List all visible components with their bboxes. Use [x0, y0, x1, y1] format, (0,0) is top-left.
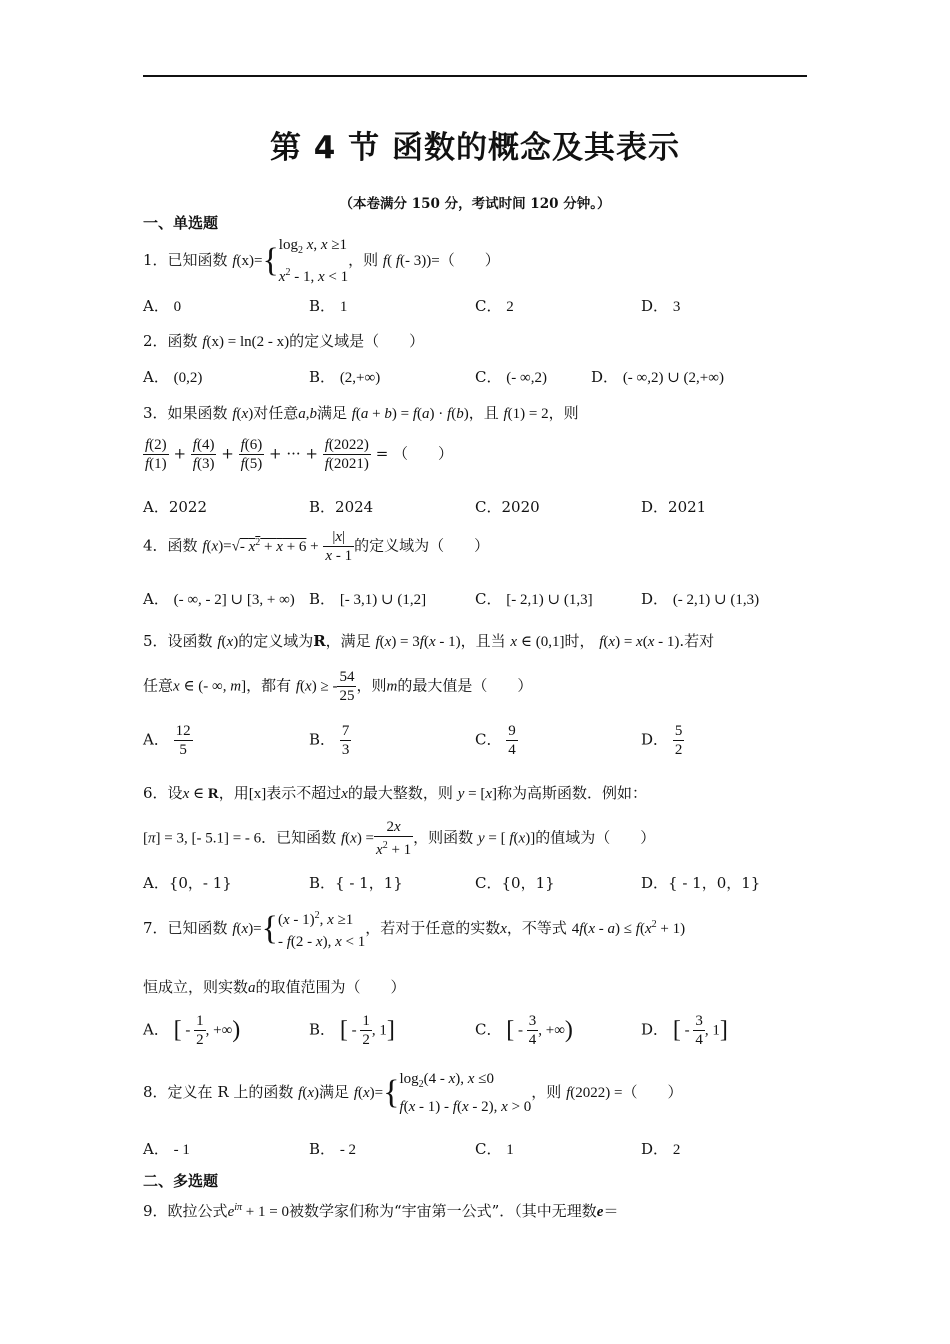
q8-option-c[interactable]: C． 1 [475, 1140, 514, 1158]
question-4: 4．函数 f(x)=√- $x^2 + x + 6$ + $\frac{|x|}{x - 1}$ 的定义域为（ ） [143, 529, 490, 564]
question-7-line-2: 恒成立，则实数a的取值范围为（ ） [143, 978, 406, 996]
q1-option-d[interactable]: D． 3 [641, 297, 681, 315]
exam-info: （本卷满分 150 分，考试时间 120 分钟。） [339, 196, 611, 212]
q5-option-d[interactable]: D． $\frac{5}{2}$ [641, 723, 683, 758]
piecewise: $\log_2(4 - x)$, x ≤0 f(x - 1) - f(x - 2), x > 0 [399, 1071, 532, 1115]
question-5-line-2: 任意x ∈ (- ∞, m]，都有 f(x) ≥ - $\frac{54}{25}$ ，则m的最大值是（ ） [143, 669, 533, 704]
question-1: 1．已知函数 $f(x)=\{\log_2$ x, x ≥1 $x^2 - 1$, x < 1，则 f( f(- 3))=（ ） [143, 234, 500, 288]
q7-option-d[interactable]: D． [ - $\frac{3}{4}$ , 1] [641, 1013, 728, 1048]
q8-option-b[interactable]: B． - 2 [309, 1140, 357, 1158]
q2-option-c[interactable]: C． (- ∞,2) [475, 368, 547, 386]
q4-option-b[interactable]: B． [- 3,1) ∪ (1,2] [309, 590, 427, 608]
q7-option-b[interactable]: B． [ - $\frac{1}{2}$ , 1] [309, 1013, 395, 1048]
q7-option-a[interactable]: A． [ - $\frac{1}{2}$ , +∞) [143, 1013, 241, 1048]
q2-option-a[interactable]: A． (0,2) [143, 368, 203, 386]
q5-option-a[interactable]: A． $\frac{12}{5}$ [143, 723, 191, 758]
q6-option-c[interactable]: C．{0，1} [475, 874, 555, 892]
piecewise: (x - 1)$^2$, x ≥1 - f(2 - x), x < 1 [277, 910, 366, 950]
q1-option-a[interactable]: A． 0 [143, 297, 182, 315]
q6-option-a[interactable]: A．{0，- 1} [143, 874, 232, 892]
q3-sum-expression: $\frac{f(2)}{f(1)}$ + $\frac{f(4)}{f(3)}$ + $\frac{f(6)}{f(5)}$ + ··· + $\frac{f(2022)}{f(2021)}$ = （ ） [145, 437, 454, 472]
q8-option-d[interactable]: D． 2 [641, 1140, 681, 1158]
piecewise: $\log_2 x$, x ≥1 $x^2 - 1$, x < 1 [278, 237, 349, 285]
question-7: 7．已知函数 f(x)={(x - 1)$^2$, x ≥1 - f(2 - x), x < 1，若对于任意的实数x，不等式 $4f(x - a) \le f(x^2 + 1)$ [143, 905, 685, 953]
q7-option-c[interactable]: C． [ - $\frac{3}{4}$ , +∞) [475, 1013, 573, 1048]
q4-option-c[interactable]: C． [- 2,1) ∪ (1,3] [475, 590, 593, 608]
q6-option-d[interactable]: D．{ - 1，0，1} [641, 874, 761, 892]
question-3: 3．如果函数 f(x)对任意a,b满足 f(a + b) = f(a) · f(b)，且 f(1) = 2，则 [143, 404, 579, 422]
q1-option-b[interactable]: B． 1 [309, 297, 348, 315]
q3-option-b[interactable]: B．2024 [309, 498, 374, 516]
question-8: 8．定义在 R 上的函数 f(x)满足 $f(x)=\{\log_2(4 - x)$, x ≤0 f(x - 1) - f(x - 2), x > 0，则 f(2022) =（ ） [143, 1068, 682, 1118]
q4-option-a[interactable]: A． (- ∞, - 2] ∪ [3, + ∞) [143, 590, 295, 608]
q3-option-d[interactable]: D．2021 [641, 498, 707, 516]
question-5: 5．设函数 f(x)的定义域为R，满足 f(x) = 3f(x - 1)，且当 x ∈ (0,1]时， f(x) = x(x - 1).若对 [143, 632, 715, 650]
q2-option-d[interactable]: D． (- ∞,2) ∪ (2,+∞) [591, 368, 724, 386]
q5-option-b[interactable]: B． $\frac{7}{3}$ [309, 723, 350, 758]
question-6: 6．设x ∈ R，用[x]表示不超过x的最大整数，则 y = [x]称为高斯函数．例如： [143, 784, 648, 802]
q1-option-c[interactable]: C． 2 [475, 297, 514, 315]
q4-option-d[interactable]: D． (- 2,1) ∪ (1,3) [641, 590, 760, 608]
page-title: 第 4 节 函数的概念及其表示 [270, 130, 680, 166]
question-9: 9．欧拉公式$e^{i\pi} + 1 = 0$被数学家们称为“宇宙第一公式”．（其中无理数e＝ [143, 1202, 619, 1220]
top-rule [143, 75, 807, 77]
q6-option-b[interactable]: B．{ - 1，1} [309, 874, 403, 892]
q8-option-a[interactable]: A． - 1 [143, 1140, 190, 1158]
question-2: 2．函数 f(x) = ln(2 - x)的定义域是（ ） [143, 332, 425, 350]
section-single-choice: 一、单选题 [143, 214, 219, 232]
q5-option-c[interactable]: C． $\frac{9}{4}$ [475, 723, 516, 758]
formula: f [232, 253, 237, 269]
q3-option-c[interactable]: C．2020 [475, 498, 540, 516]
section-multi-choice: 二、多选题 [143, 1172, 219, 1190]
question-6-line-2: [π] = 3, [- 5.1] = - 6．已知函数 f(x) = $\frac{2x}{x^2 + 1}$ ，则函数 y = [ f(x)]的值域为（ ） [143, 819, 656, 858]
q3-option-a[interactable]: A．2022 [143, 498, 208, 516]
q2-option-b[interactable]: B． (2,+∞) [309, 368, 381, 386]
